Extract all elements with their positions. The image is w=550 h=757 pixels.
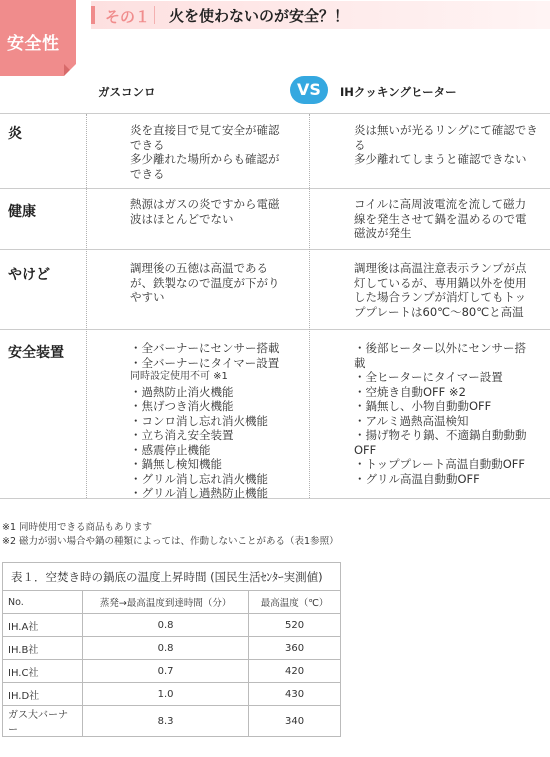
table-cell: 0.8 xyxy=(83,614,249,637)
category-safety-devices: 安全装置 xyxy=(8,345,64,361)
cell-line: ・過熱防止消火機能 xyxy=(130,384,234,399)
cell-line: 線を発生させて鍋を温めるので電 xyxy=(354,211,527,226)
column-header-ih: IHクッキングヒーター xyxy=(340,85,457,99)
category-flame: 炎 xyxy=(8,126,22,142)
cell-line: る xyxy=(354,137,366,152)
cell-ih-safety-devices xyxy=(354,341,527,486)
cell-line: 灯しているが、専用鍋以外を使用 xyxy=(354,275,527,290)
footnote: ※1 同時使用できる商品もあります xyxy=(2,522,153,533)
cell-line: ・鍋無し検知機能 xyxy=(130,457,222,471)
table-cell: IH.B社 xyxy=(3,637,83,660)
cell-line: ・鍋無し、小物自動動OFF xyxy=(354,399,492,413)
cell-line: できる xyxy=(130,166,165,181)
column-divider xyxy=(309,114,310,498)
table-cell: IH.D社 xyxy=(3,683,83,706)
table-header: No. xyxy=(3,591,83,614)
table-cell: 360 xyxy=(249,637,341,660)
cell-line: ・トッププレート高温自動動OFF xyxy=(354,457,525,471)
cell-line: 多少離れてしまうと確認できない xyxy=(354,152,527,166)
cell-line: ・アルミ過熱高温検知 xyxy=(354,413,469,428)
cell-line: 同時設定使用不可 ※1 xyxy=(130,371,228,382)
column-header-gas: ガスコンロ xyxy=(98,85,156,99)
cell-line: 多少離れた場所からも確認が xyxy=(130,152,280,166)
table-row xyxy=(3,660,341,683)
cell-line: 調理後の五徳は高温である xyxy=(130,261,268,275)
row-divider xyxy=(0,188,550,189)
table-header-row xyxy=(3,591,341,614)
cell-line: 波はほとんどでない xyxy=(130,211,234,226)
title-separator xyxy=(154,6,155,24)
cell-line: ・空焼き自動OFF ※2 xyxy=(354,384,466,399)
cell-ih-burn xyxy=(354,261,527,319)
cell-line: ・グリル消し過熱防止機能 xyxy=(130,486,268,500)
row-divider xyxy=(0,329,550,330)
safety-badge xyxy=(0,0,76,76)
table-cell: 8.3 xyxy=(83,706,249,737)
cell-line: ・焦げつき消火機能 xyxy=(130,399,234,413)
temperature-table xyxy=(2,562,341,737)
cell-line: 炎を直接目で見て安全が確認 xyxy=(130,123,280,137)
table-cell: IH.A社 xyxy=(3,614,83,637)
table-cell: 420 xyxy=(249,660,341,683)
cell-line: ・コンロ消し忘れ消火機能 xyxy=(130,413,268,428)
table-header: 最高温度（℃） xyxy=(249,591,341,614)
cell-line: が、鉄製なので温度が下がり xyxy=(130,275,280,290)
section-title-bar xyxy=(91,1,550,29)
cell-line: した場合ランプが消灯してもトッ xyxy=(354,290,527,304)
cell-line: ・立ち消え安全装置 xyxy=(130,428,234,442)
section-number: その１ xyxy=(105,8,151,26)
table-header: 蒸発→最高温度到達時間（分） xyxy=(83,591,249,614)
badge-fold-corner-light xyxy=(64,64,76,76)
table-cell: 0.8 xyxy=(83,637,249,660)
table-cell: 520 xyxy=(249,614,341,637)
cell-line: できる xyxy=(130,137,165,152)
cell-ih-health xyxy=(354,197,527,241)
cell-line: 載 xyxy=(354,355,366,370)
footnote: ※2 磁力が弱い場合や鍋の種類によっては、作動しないことがある（表1参照） xyxy=(2,536,339,547)
cell-line: ・後部ヒーター以外にセンサー搭 xyxy=(354,341,527,355)
table-cell: 430 xyxy=(249,683,341,706)
cell-line: 熱源はガスの炎ですから電磁 xyxy=(130,197,280,211)
cell-line: ・全バーナーにセンサー搭載 xyxy=(130,341,280,355)
title-accent-bar xyxy=(91,6,95,24)
cell-line: ・全ヒーターにタイマー設置 xyxy=(354,370,503,384)
table-caption: 表１．空焚き時の鍋底の温度上昇時間 (国民生活ｾﾝﾀｰ実測値) xyxy=(2,562,341,590)
cell-line: ・グリル高温自動動OFF xyxy=(354,471,480,486)
footnotes xyxy=(2,521,339,549)
table-cell: ガス大バーナー xyxy=(3,706,83,737)
cell-line: 炎は無いが光るリングにて確認でき xyxy=(354,123,538,137)
cell-line: ププレートは60℃～80℃と高温 xyxy=(354,304,524,319)
table-cell: IH.C社 xyxy=(3,660,83,683)
cell-gas-flame xyxy=(130,123,280,181)
table-cell: 340 xyxy=(249,706,341,737)
cell-line: ・感震停止機能 xyxy=(130,442,211,457)
cell-line: コイルに高周波電流を流して磁力 xyxy=(354,197,527,211)
cell-line: ・揚げ物そり鍋、不適鍋自動動動 xyxy=(354,428,527,442)
cell-gas-health xyxy=(130,197,280,226)
cell-line: 磁波が発生 xyxy=(354,226,412,240)
cell-line: 調理後は高温注意表示ランプが点 xyxy=(354,261,527,275)
column-divider xyxy=(86,114,87,498)
section-title: 火を使わないのが安全？！ xyxy=(169,7,350,25)
table-row xyxy=(3,637,341,660)
cell-ih-flame xyxy=(354,123,538,167)
row-divider xyxy=(0,249,550,250)
cell-line: やすい xyxy=(130,290,165,304)
vs-badge: VS xyxy=(290,76,328,104)
cell-line: OFF xyxy=(354,442,377,457)
cell-gas-burn xyxy=(130,261,280,305)
table-row xyxy=(3,614,341,637)
cell-line: ・グリル消し忘れ消火機能 xyxy=(130,471,268,486)
table-cell: 1.0 xyxy=(83,683,249,706)
table-row xyxy=(3,706,341,737)
badge-label: 安全性 xyxy=(7,34,60,54)
category-health: 健康 xyxy=(8,204,36,220)
cell-gas-safety-devices xyxy=(130,341,280,501)
table-row xyxy=(3,683,341,706)
table-cell: 0.7 xyxy=(83,660,249,683)
row-divider xyxy=(0,113,550,114)
cell-line: ・全バーナーにタイマー設置 xyxy=(130,355,280,370)
category-burn: やけど xyxy=(8,267,50,283)
